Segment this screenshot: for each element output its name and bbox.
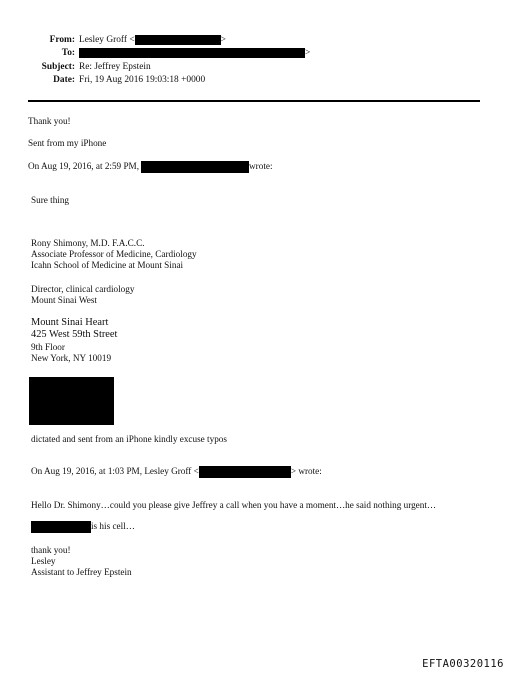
director-line: Director, clinical cardiology (31, 284, 135, 294)
from-open-bracket: < (129, 35, 135, 46)
quote-prefix: On Aug 19, 2016, at 2:59 PM, (28, 161, 140, 172)
from-name: Lesley Groff (79, 35, 127, 46)
to-close-bracket: > (305, 48, 311, 59)
redaction-box (141, 161, 249, 173)
reply-thank-you: Thank you! (28, 116, 71, 126)
cell-text: is his cell… (91, 521, 135, 532)
from-label: From: (49, 35, 75, 45)
reply-sent-from: Sent from my iPhone (28, 138, 107, 148)
signature-block (31, 238, 197, 271)
redaction-box (79, 48, 305, 58)
address-line: 425 West 59th Street (31, 329, 118, 340)
from-close-bracket: > (220, 35, 226, 46)
redacted-image-block (29, 377, 114, 425)
redaction-box (135, 35, 221, 45)
signature-line: Rony Shimony, M.D. F.A.C.C. (31, 238, 145, 248)
address-block (31, 317, 117, 364)
closing-line: Lesley (31, 556, 56, 566)
director-line: Mount Sinai West (31, 295, 97, 305)
redaction-box (199, 466, 291, 478)
closing-line: Assistant to Jeffrey Epstein (31, 567, 132, 577)
subject-label: Subject: (41, 62, 75, 72)
address-line: Mount Sinai Heart (31, 317, 109, 328)
address-line: New York, NY 10019 (31, 353, 112, 363)
closing-block (31, 545, 132, 578)
closing-line: thank you! (31, 545, 71, 555)
to-label: To: (61, 48, 75, 58)
dictated-note: dictated and sent from an iPhone kindly excuse typos (31, 434, 227, 444)
document-id: EFTA00320116 (422, 658, 504, 670)
redaction-box (31, 521, 91, 533)
signature-line: Icahn School of Medicine at Mount Sinai (31, 260, 184, 270)
sure-thing-text: Sure thing (31, 195, 70, 205)
address-line: 9th Floor (31, 342, 65, 352)
from-value (79, 35, 226, 45)
quote-suffix: wrote: (249, 161, 273, 172)
quote-suffix: > wrote: (290, 466, 322, 477)
date-value: Fri, 19 Aug 2016 19:03:18 +0000 (79, 75, 206, 85)
cell-line (31, 521, 135, 533)
quote-prefix: On Aug 19, 2016, at 1:03 PM, Lesley Groff (31, 466, 192, 477)
subject-value: Re: Jeffrey Epstein (79, 62, 151, 72)
director-block (31, 284, 134, 306)
request-body: Hello Dr. Shimony…could you please give Jeffrey a call when you have a moment…he said nothing urgent… (31, 500, 437, 510)
to-value (79, 48, 310, 58)
second-quote-header (31, 466, 322, 478)
date-label: Date: (53, 75, 75, 85)
header-divider (28, 100, 480, 102)
signature-line: Associate Professor of Medicine, Cardiology (31, 249, 197, 259)
quote-open-bracket: < (193, 466, 199, 477)
reply-quote-header (28, 161, 273, 173)
